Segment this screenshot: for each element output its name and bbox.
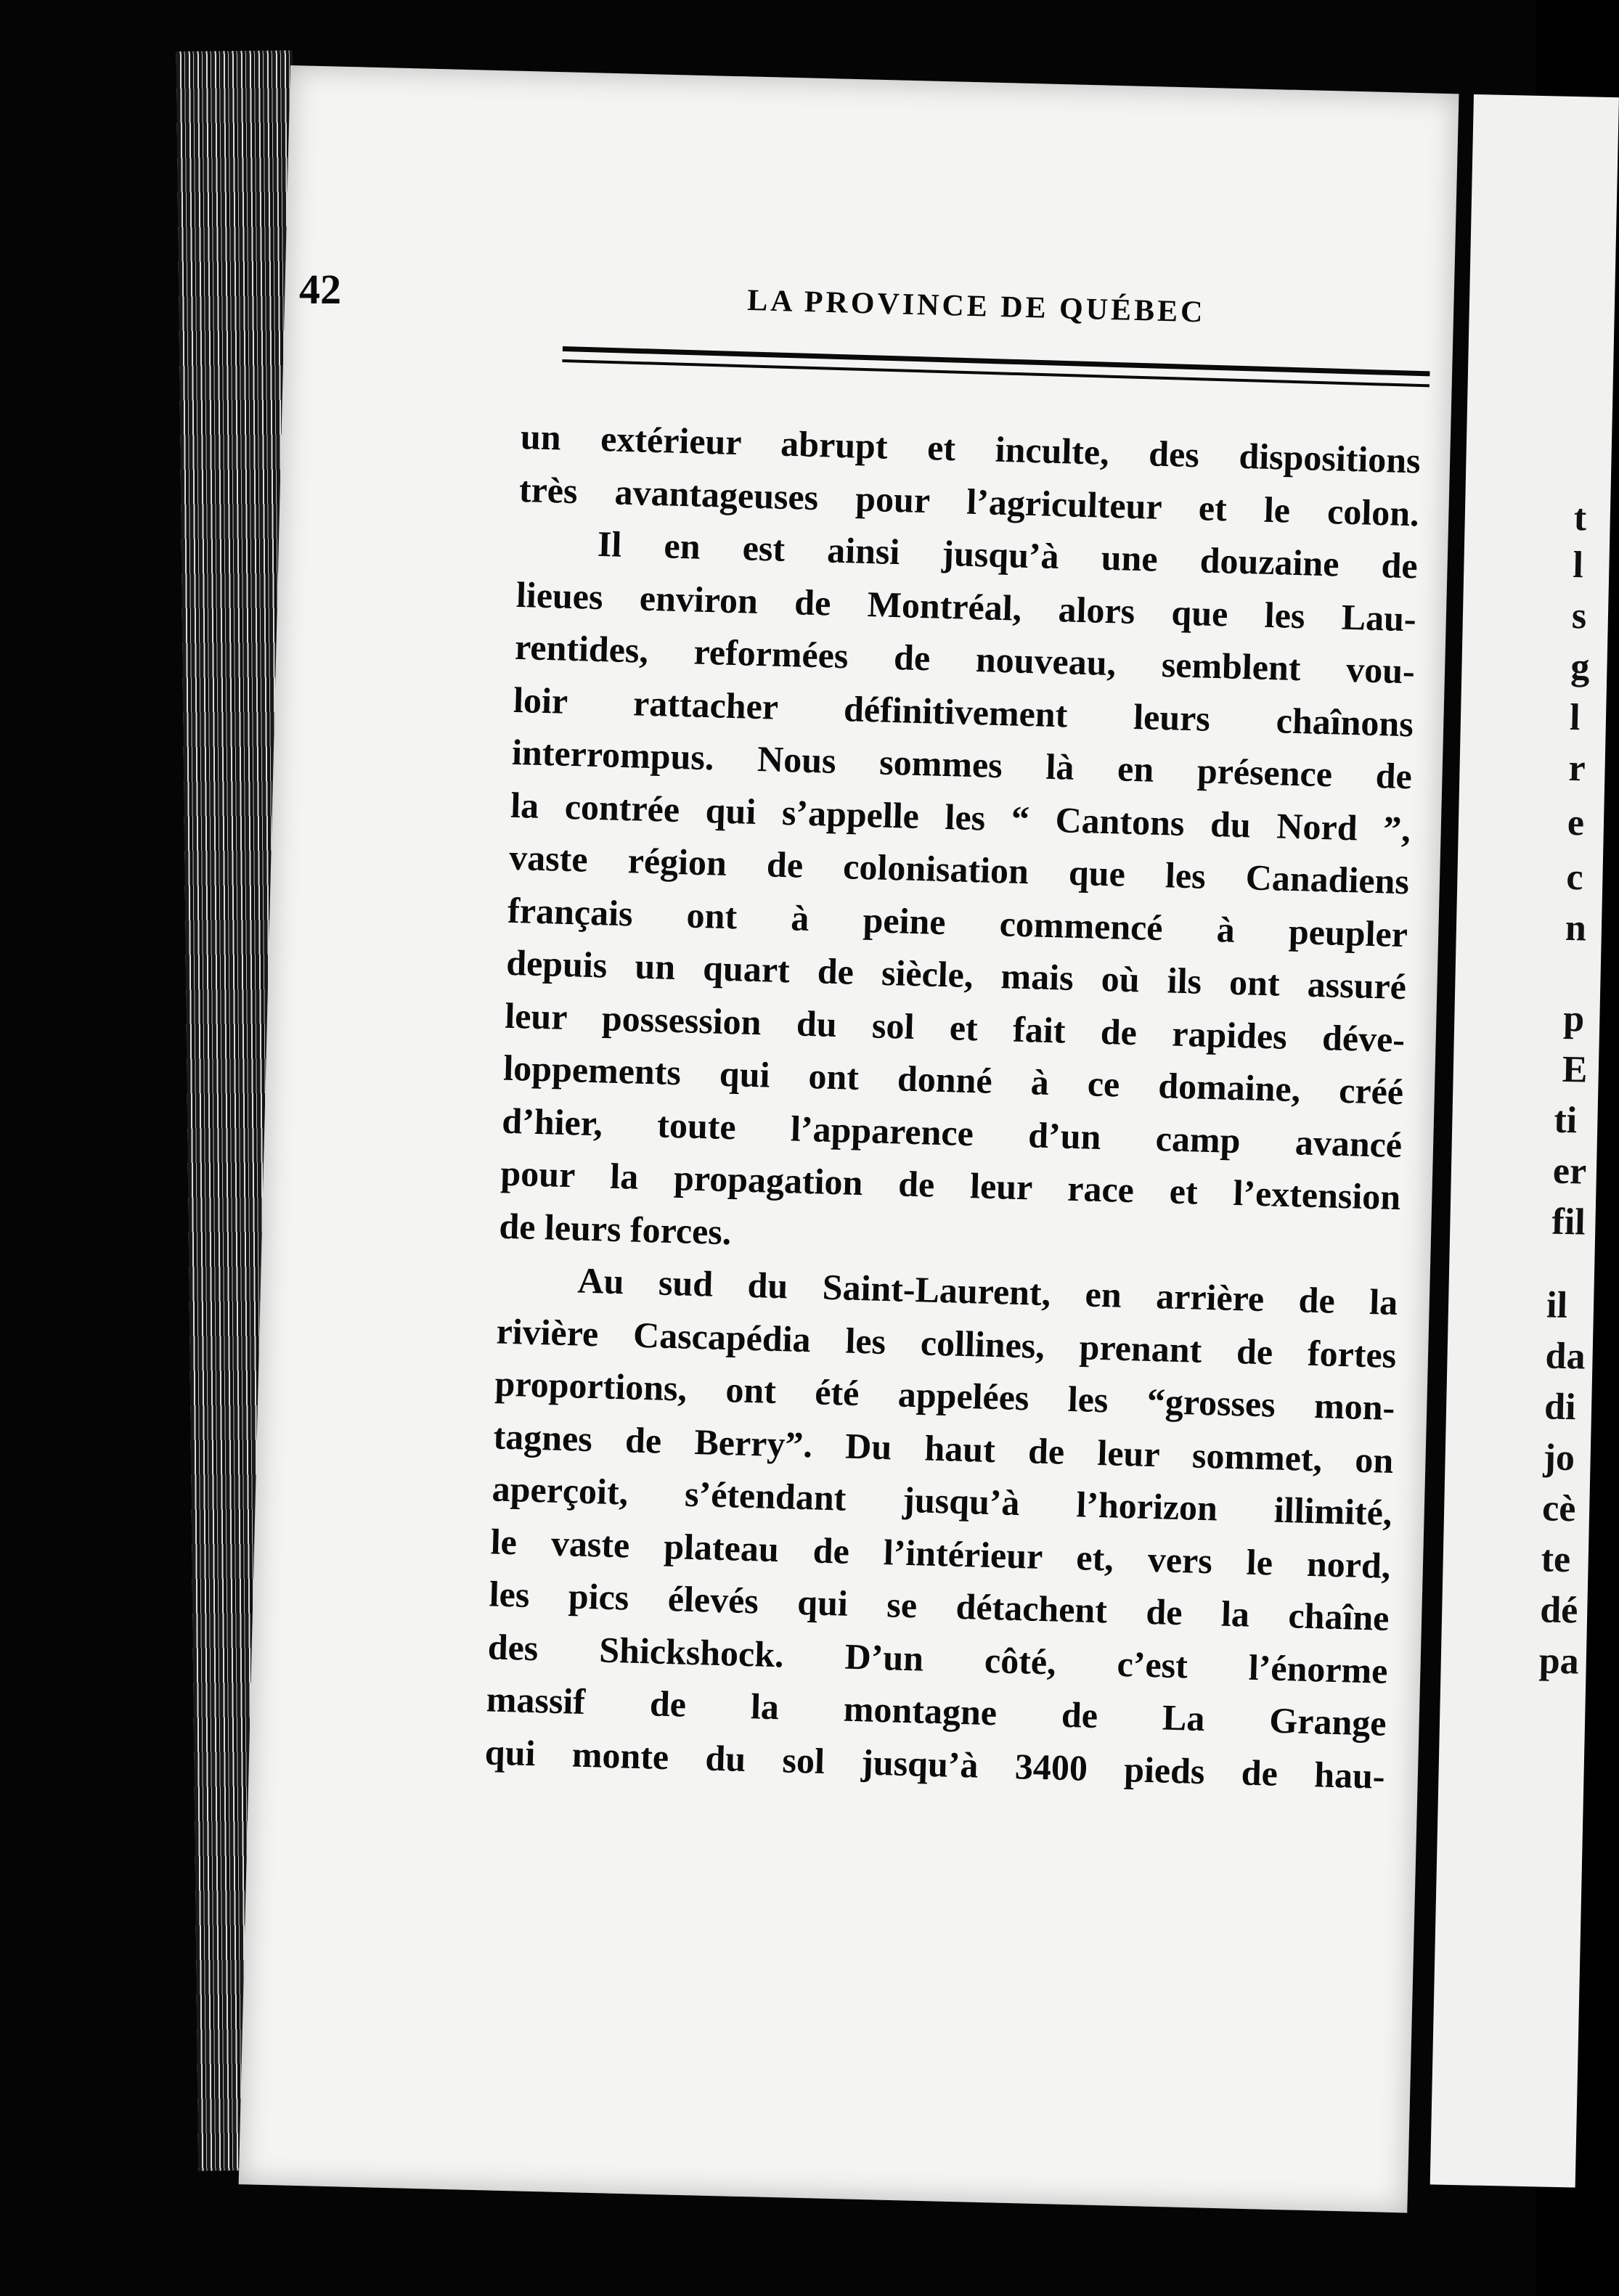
text-line: proportions, ont été appelées les “grosses mon- (494, 1363, 1396, 1429)
text-line: les pics élevés qui se détachent de la chaîne (489, 1573, 1390, 1638)
text-line: un extérieur abrupt et inculte, des dispositions (520, 415, 1422, 481)
text-line: leur possession du sol et fait de rapides déve- (504, 994, 1406, 1060)
text-line: tagnes de Berry”. Du haut de leur sommet, on (493, 1415, 1395, 1481)
text-line: français ont à peine commencé à peupler (507, 889, 1408, 955)
text-line: vaste région de colonisation que les Canadiens (508, 836, 1410, 902)
page-number: 42 (299, 266, 341, 313)
text-line: qui monte du sol jusqu’à 3400 pieds de hau- (484, 1731, 1386, 1797)
text-line: des Shickshock. D’un côté, c’est l’énorme (487, 1625, 1389, 1691)
text-line: pour la propagation de leur race et l’extension (499, 1152, 1401, 1218)
text-line: la contrée qui s’appelle les “ Cantons du Nord ”, (510, 784, 1411, 849)
next-page-fragment: l (1572, 544, 1584, 587)
next-page-fragment: n (1565, 907, 1587, 949)
next-page-fragment: g (1570, 645, 1591, 688)
text-line: d’hier, toute l’apparence d’un camp avancé (501, 1100, 1403, 1165)
text-line: massif de la montagne de La Grange (486, 1678, 1387, 1744)
text-line: loppements qui ont donné à ce domaine, créé (502, 1047, 1404, 1113)
paragraph-last-line: de leurs forces. (498, 1205, 733, 1252)
next-page-fragment: l (1569, 696, 1581, 739)
text-line: loir rattacher définitivement leurs chaînons (513, 679, 1414, 744)
next-page-fragment: di (1543, 1386, 1577, 1429)
next-page-fragment: te (1541, 1538, 1571, 1581)
text-line: aperçoit, s’étendant jusqu’à l’horizon illimité, (492, 1468, 1393, 1533)
next-page-fragment: p (1562, 997, 1585, 1040)
next-page-fragment: E (1562, 1048, 1589, 1091)
paragraph-first-line: Il en est ainsi jusqu’à une douzaine de (597, 523, 1419, 587)
next-page-fragment: c (1565, 856, 1584, 899)
text-line: interrompus. Nous sommes là en présence de (511, 731, 1413, 797)
next-page-fragment: t (1573, 497, 1587, 539)
next-page-fragment: fil (1551, 1201, 1586, 1243)
next-page-fragment: cè (1541, 1487, 1576, 1530)
body-text (484, 410, 1422, 1802)
next-page-fragment: jo (1543, 1437, 1575, 1479)
next-page-fragment: er (1552, 1150, 1587, 1193)
text-line: lieues environ de Montréal, alors que les Lau- (515, 573, 1417, 639)
text-line: depuis un quart de siècle, mais où ils ont assuré (505, 941, 1407, 1008)
text-line: rivière Cascapédia les collines, prenant de fortes (495, 1310, 1397, 1376)
next-page-fragment: e (1567, 801, 1585, 844)
text-line: très avantageuses pour l’agriculteur et le colon. (518, 468, 1420, 534)
next-page-fragment: ti (1553, 1099, 1578, 1142)
text-line: rentides, reformées de nouveau, semblent vou- (514, 626, 1416, 692)
next-page-fragment: s (1571, 595, 1587, 637)
next-page-fragment: il (1546, 1284, 1568, 1327)
running-header-title: LA PROVINCE DE QUÉBEC (746, 283, 1207, 330)
next-page-edge (1430, 94, 1619, 2188)
next-page-fragment: da (1545, 1335, 1586, 1378)
next-page-fragment: r (1567, 747, 1586, 790)
paragraph-first-line: Au sud du Saint-Laurent, en arrière de la (576, 1259, 1398, 1323)
next-page-fragment: pa (1538, 1640, 1580, 1683)
next-page-fragment: dé (1539, 1589, 1578, 1632)
text-line: le vaste plateau de l’intérieur et, vers le nord, (490, 1520, 1392, 1586)
